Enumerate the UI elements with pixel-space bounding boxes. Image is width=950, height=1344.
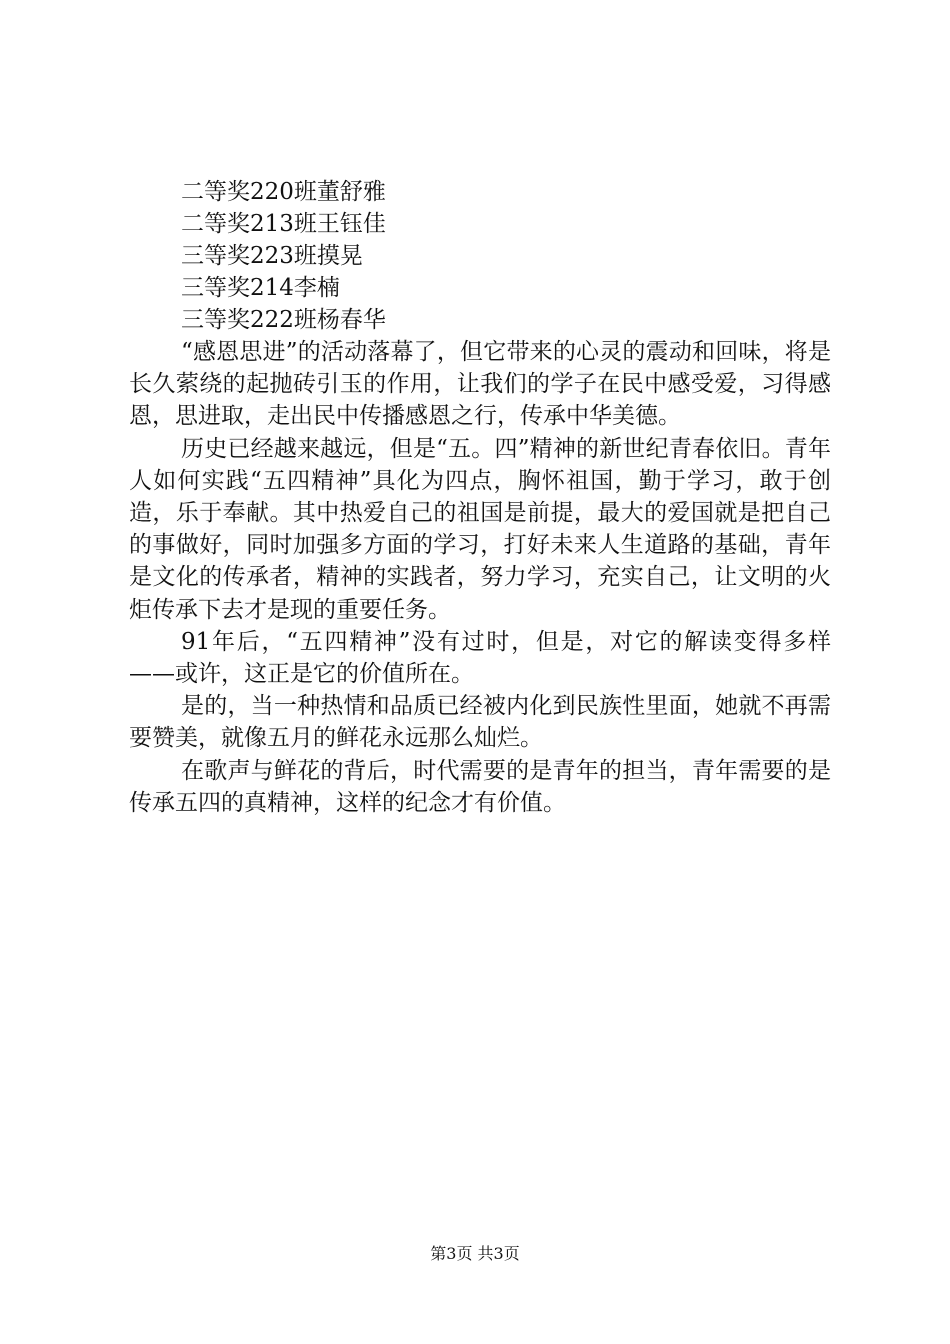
award-line-3: 三等奖223班摸晃 [181,243,363,269]
paragraph-may-fourth-spirit: 历史已经越来越远，但是“五。四”精神的新世纪青春依旧。青年人如何实践“五四精神”具化为四点，胸怀祖国，勤于学习，敢于创造，乐于奉献。其中热爱自己的祖国是前提，最大的爱国就是把自己的事做好，同时加强多方面的学习，打好未来人生道路的基础，青年是文化的传承者，精神的实践者，努力学习，充实自己，让文明的火炬传承下去才是现的重要任务。 [129,435,831,623]
page-number-current: 第3页 [430,1244,473,1263]
paragraph-91-years: 91年后，“五四精神”没有过时，但是，对它的解读变得多样——或许，这正是它的价值所在。 [129,628,831,688]
page-footer [0,1244,950,1264]
paragraph-gratitude: “感恩思进”的活动落幕了，但它带来的心灵的震动和回味，将是长久萦绕的起抛砖引玉的作用，让我们的学子在民中感受爱，习得感恩，思进取，走出民中传播感恩之行，传承中华美德。 [129,339,831,430]
page-number-total: 共3页 [477,1244,520,1263]
award-line-4: 三等奖214李楠 [181,275,340,301]
award-line-2: 二等奖213班王钰佳 [181,211,386,237]
award-line-1: 二等奖220班董舒雅 [181,179,386,205]
award-line-5: 三等奖222班杨春华 [181,307,386,333]
paragraph-national-character: 是的，当一种热情和品质已经被内化到民族性里面，她就不再需要赞美，就像五月的鲜花永远那么灿烂。 [129,693,831,752]
paragraph-youth-responsibility: 在歌声与鲜花的背后，时代需要的是青年的担当，青年需要的是传承五四的真精神，这样的纪念才有价值。 [129,757,831,816]
document-body [129,176,831,819]
